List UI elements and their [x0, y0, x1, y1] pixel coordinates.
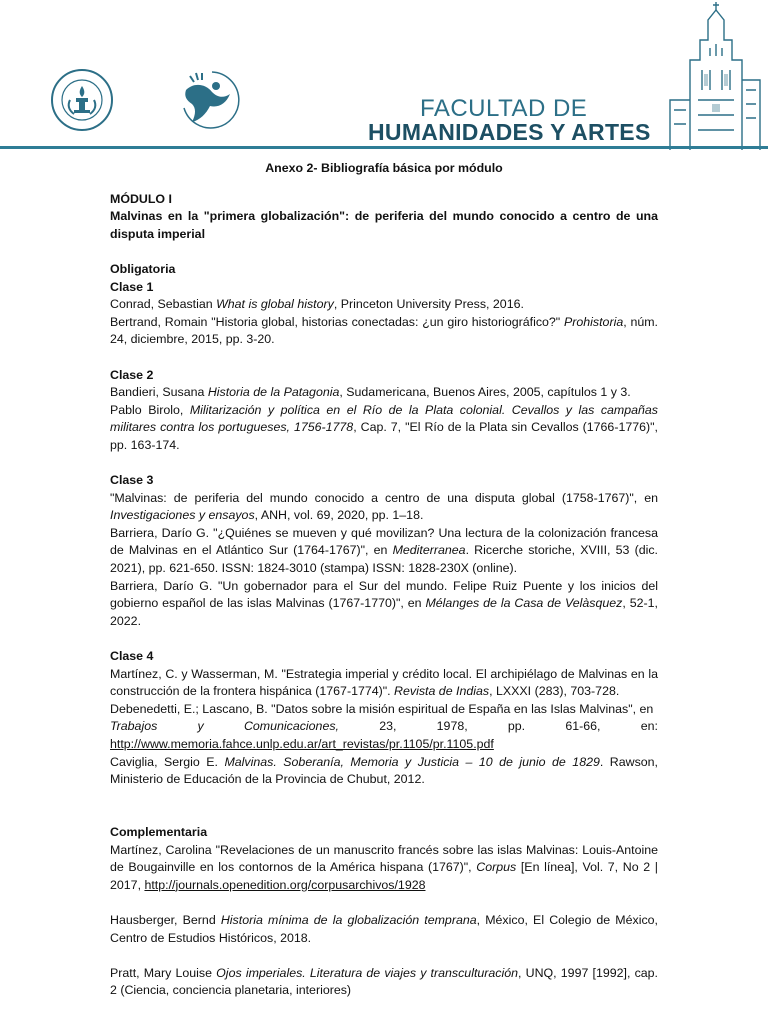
bibliography-entry: Bertrand, Romain "Historia global, historias conectadas: ¿un giro historiográfico?" Prohistoria, núm. 24, diciembre, 2015, pp. 3-20. [110, 314, 658, 347]
class-heading: Clase 3 [110, 473, 154, 488]
bibliography-entry: Martínez, C. y Wasserman, M. "Estrategia imperial y crédito local. El archipiélago de Malvinas en la construcción de la frontera hispánica (1767-1774)". Revista de Indias, LXXXI (283), 703-728. [110, 666, 658, 699]
entry-text: Debenedetti, E.; Lascano, B. "Datos sobre la misión espiritual de España en las Islas Malvinas", en [110, 701, 654, 716]
header-divider [0, 146, 768, 149]
bibliography-entry: Barriera, Darío G. "Un gobernador para el Sur del mundo. Felipe Ruiz Puente y los inicios del gobierno español de las islas Malvinas (1767-1770)", en Mélanges de la Casa de Velàsquez, 52-1, 2022. [110, 578, 658, 628]
bibliography-entry: Conrad, Sebastian What is global history, Princeton University Press, 2016. [110, 297, 524, 312]
institute-seal-logo [172, 68, 244, 132]
class-heading: Clase 4 [110, 649, 154, 664]
document-body [110, 160, 658, 1000]
university-seal-logo [50, 68, 114, 132]
faculty-name-line2: HUMANIDADES Y ARTES [368, 119, 651, 145]
bibliography-entry: Martínez, Carolina "Revelaciones de un manuscrito francés sobre las islas Malvinas: Louis-Antoine de Bougainville en los contornos de la América hispana (1767)", Corpus [En línea], Vol. 7, No 2 | 2017, http://journals.openedition.org/corpusarchivos/1928 [110, 842, 658, 892]
memoria-fahce-link[interactable]: http://www.memoria.fahce.unlp.edu.ar/art_revistas/pr.1105/pr.1105.pdf [110, 737, 494, 751]
faculty-name-line1: FACULTAD DE [420, 95, 588, 122]
module-heading: MÓDULO I [110, 191, 172, 206]
bibliography-entry: Hausberger, Bernd Historia mínima de la globalización temprana, México, El Colegio de México, Centro de Estudios Históricos, 2018. [110, 912, 658, 945]
section-heading-obligatoria: Obligatoria [110, 261, 176, 276]
bibliography-entry: Pratt, Mary Louise Ojos imperiales. Literatura de viajes y transculturación, UNQ, 1997 [1992], cap. 2 (Ciencia, conciencia planetaria, interiores) [110, 965, 658, 998]
bibliography-entry-link-line [110, 736, 658, 754]
bibliography-entry-continued: Trabajos y Comunicaciones, 23, 1978, pp. 61-66, en: [110, 719, 658, 734]
building-illustration [650, 0, 768, 150]
section-heading-complementaria: Complementaria [110, 824, 208, 839]
module-subtitle: Malvinas en la "primera globalización": de periferia del mundo conocido a centro de una disputa imperial [110, 209, 658, 241]
bibliography-entry: "Malvinas: de periferia del mundo conocido a centro de una disputa global (1758-1767)", en Investigaciones y ensayos, ANH, vol. 69, 2020, pp. 1–18. [110, 490, 658, 523]
class-heading: Clase 2 [110, 367, 154, 382]
bibliography-entry: Pablo Birolo, Militarización y política en el Río de la Plata colonial. Cevallos y las campañas militares contra los portugueses, 1756-1778, Cap. 7, "El Río de la Plata sin Cevallos (1766-1776)", pp. 163-174. [110, 402, 658, 452]
bibliography-entry: Bandieri, Susana Historia de la Patagonia, Sudamericana, Buenos Aires, 2005, capítulos 1 y 3. [110, 385, 631, 400]
bibliography-entry: Barriera, Darío G. "¿Quiénes se mueven y qué movilizan? Una lectura de la colonización francesa de Malvinas en el Atlántico Sur (1764-1767)", en Mediterranea. Ricerche storiche, XVIII, 53 (dic. 2021), pp. 621-650. ISSN: 1824-3010 (stampa) ISSN: 1828-230X (online). [110, 525, 658, 576]
class-heading: Clase 1 [110, 279, 154, 294]
bibliography-entry [110, 701, 658, 719]
bibliography-entry: Caviglia, Sergio E. Malvinas. Soberanía, Memoria y Justicia – 10 de junio de 1829. Rawson, Ministerio de Educación de la Provincia de Chubut, 2012. [110, 754, 658, 787]
page-header [0, 0, 768, 160]
annex-title: Anexo 2- Bibliografía básica por módulo [265, 161, 503, 175]
openedition-link[interactable]: http://journals.openedition.org/corpusarchivos/1928 [144, 877, 426, 892]
